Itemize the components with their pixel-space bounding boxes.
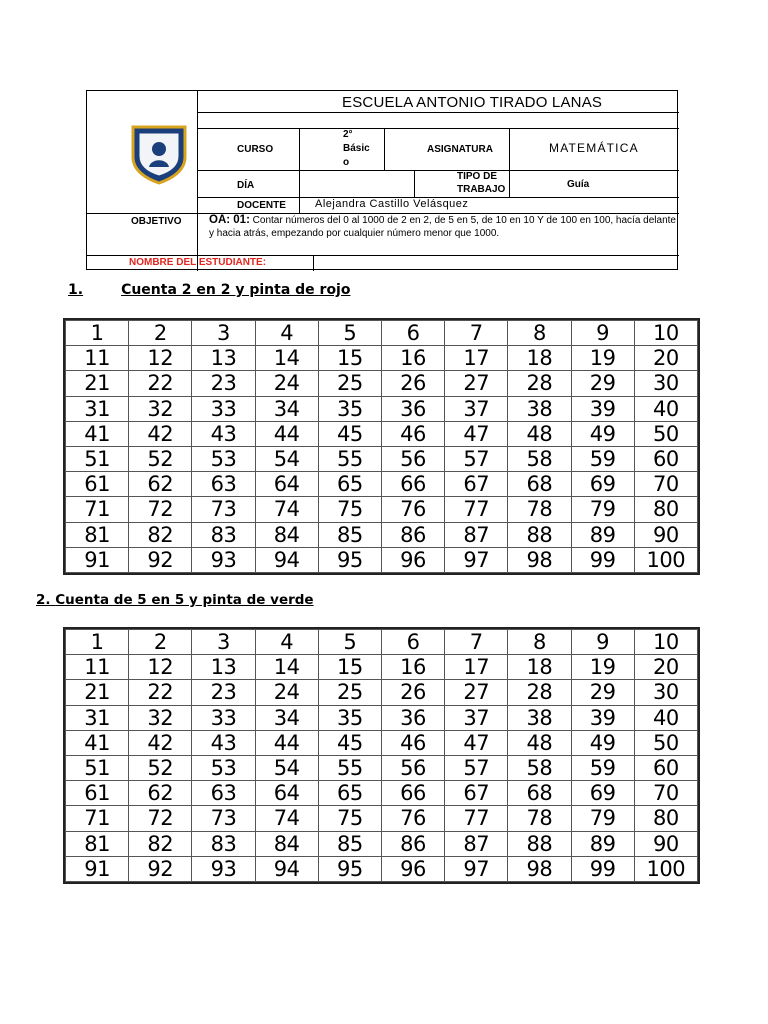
number-cell[interactable]: 37: [445, 396, 508, 421]
number-cell[interactable]: 46: [381, 421, 444, 446]
number-cell[interactable]: 64: [255, 472, 318, 497]
number-cell[interactable]: 2: [129, 630, 192, 655]
number-cell[interactable]: 63: [192, 472, 255, 497]
number-cell[interactable]: 9: [571, 321, 634, 346]
number-cell[interactable]: 95: [318, 547, 381, 572]
number-cell[interactable]: 43: [192, 421, 255, 446]
number-cell[interactable]: 27: [445, 371, 508, 396]
number-cell[interactable]: 80: [634, 497, 697, 522]
number-cell[interactable]: 88: [508, 522, 571, 547]
grid-row: [66, 472, 698, 497]
section-1-number: 1.: [68, 282, 84, 298]
number-cell[interactable]: 6: [381, 630, 444, 655]
dia-label: DÍA: [237, 180, 255, 191]
number-grid-2: [63, 627, 700, 884]
number-cell[interactable]: 13: [192, 346, 255, 371]
number-cell[interactable]: 99: [571, 856, 634, 881]
number-cell[interactable]: 15: [318, 346, 381, 371]
number-cell[interactable]: 69: [571, 781, 634, 806]
section-1-title: [68, 282, 350, 298]
number-cell[interactable]: 94: [255, 856, 318, 881]
objective-text: [209, 214, 679, 240]
number-cell[interactable]: 100: [634, 547, 697, 572]
number-cell[interactable]: 59: [571, 446, 634, 471]
tipo-label-1: TIPO DE: [457, 171, 498, 182]
number-cell[interactable]: 78: [508, 806, 571, 831]
number-cell[interactable]: 74: [255, 497, 318, 522]
number-cell[interactable]: 34: [255, 396, 318, 421]
number-cell[interactable]: 44: [255, 421, 318, 446]
number-cell[interactable]: 71: [66, 806, 129, 831]
number-cell[interactable]: 96: [381, 856, 444, 881]
number-cell[interactable]: 50: [634, 421, 697, 446]
section-2-text: Cuenta de 5 en 5 y pinta de verde: [55, 592, 314, 608]
number-cell[interactable]: 45: [318, 421, 381, 446]
grid-row: [66, 781, 698, 806]
number-cell[interactable]: 88: [508, 831, 571, 856]
section-2-number: 2.: [36, 592, 51, 608]
number-cell[interactable]: 87: [445, 522, 508, 547]
grid-row: [66, 730, 698, 755]
grid-row: [66, 806, 698, 831]
number-cell[interactable]: 50: [634, 730, 697, 755]
number-cell[interactable]: 87: [445, 831, 508, 856]
number-cell[interactable]: 61: [66, 781, 129, 806]
number-cell[interactable]: 67: [445, 781, 508, 806]
number-cell[interactable]: 20: [634, 346, 697, 371]
number-cell[interactable]: 77: [445, 497, 508, 522]
number-cell[interactable]: 57: [445, 755, 508, 780]
number-cell[interactable]: 7: [445, 321, 508, 346]
number-cell[interactable]: 48: [508, 421, 571, 446]
grid-row: [66, 831, 698, 856]
section-1-text: Cuenta 2 en 2 y pinta de rojo: [121, 282, 351, 298]
number-cell[interactable]: 60: [634, 446, 697, 471]
grid-row: [66, 421, 698, 446]
grid-row: [66, 446, 698, 471]
number-cell[interactable]: 90: [634, 831, 697, 856]
number-cell[interactable]: 23: [192, 371, 255, 396]
number-cell[interactable]: 54: [255, 446, 318, 471]
number-cell[interactable]: 26: [381, 371, 444, 396]
number-cell[interactable]: 26: [381, 680, 444, 705]
number-cell[interactable]: 41: [66, 730, 129, 755]
number-cell[interactable]: 92: [129, 547, 192, 572]
number-cell[interactable]: 62: [129, 472, 192, 497]
number-cell[interactable]: 37: [445, 705, 508, 730]
number-cell[interactable]: 12: [129, 346, 192, 371]
number-cell[interactable]: 58: [508, 755, 571, 780]
number-cell[interactable]: 38: [508, 396, 571, 421]
number-cell[interactable]: 35: [318, 705, 381, 730]
number-cell[interactable]: 86: [381, 522, 444, 547]
curso-value-2: Básic: [343, 143, 370, 154]
number-cell[interactable]: 54: [255, 755, 318, 780]
number-cell[interactable]: 30: [634, 680, 697, 705]
number-cell[interactable]: 29: [571, 680, 634, 705]
number-cell[interactable]: 16: [381, 655, 444, 680]
number-cell[interactable]: 18: [508, 655, 571, 680]
school-logo: [129, 123, 189, 185]
number-cell[interactable]: 84: [255, 831, 318, 856]
number-cell[interactable]: 69: [571, 472, 634, 497]
number-cell[interactable]: 4: [255, 630, 318, 655]
grid-row: [66, 547, 698, 572]
grid-row: [66, 705, 698, 730]
number-cell[interactable]: 60: [634, 755, 697, 780]
number-cell[interactable]: 66: [381, 781, 444, 806]
number-cell[interactable]: 19: [571, 346, 634, 371]
number-cell[interactable]: 2: [129, 321, 192, 346]
number-cell[interactable]: 76: [381, 806, 444, 831]
number-cell[interactable]: 3: [192, 630, 255, 655]
number-cell[interactable]: 83: [192, 522, 255, 547]
number-cell[interactable]: 57: [445, 446, 508, 471]
number-cell[interactable]: 78: [508, 497, 571, 522]
number-cell[interactable]: 25: [318, 371, 381, 396]
number-cell[interactable]: 97: [445, 547, 508, 572]
number-cell[interactable]: 74: [255, 806, 318, 831]
curso-label: CURSO: [237, 144, 274, 155]
number-cell[interactable]: 95: [318, 856, 381, 881]
number-cell[interactable]: 4: [255, 321, 318, 346]
number-cell[interactable]: 24: [255, 371, 318, 396]
number-cell[interactable]: 28: [508, 371, 571, 396]
number-cell[interactable]: 65: [318, 472, 381, 497]
number-cell[interactable]: 72: [129, 806, 192, 831]
number-cell[interactable]: 14: [255, 655, 318, 680]
number-cell[interactable]: 22: [129, 680, 192, 705]
tipo-value: Guía: [567, 179, 590, 190]
number-cell[interactable]: 25: [318, 680, 381, 705]
number-cell[interactable]: 47: [445, 421, 508, 446]
number-cell[interactable]: 53: [192, 755, 255, 780]
number-cell[interactable]: 18: [508, 346, 571, 371]
number-cell[interactable]: 1: [66, 630, 129, 655]
number-cell[interactable]: 41: [66, 421, 129, 446]
number-cell[interactable]: 96: [381, 547, 444, 572]
number-cell[interactable]: 17: [445, 655, 508, 680]
number-cell[interactable]: 83: [192, 831, 255, 856]
number-cell[interactable]: 79: [571, 806, 634, 831]
number-cell[interactable]: 19: [571, 655, 634, 680]
number-cell[interactable]: 32: [129, 396, 192, 421]
number-cell[interactable]: 22: [129, 371, 192, 396]
number-cell[interactable]: 34: [255, 705, 318, 730]
grid-row: [66, 346, 698, 371]
number-cell[interactable]: 77: [445, 806, 508, 831]
number-cell[interactable]: 11: [66, 346, 129, 371]
grid-row: [66, 755, 698, 780]
number-cell[interactable]: 91: [66, 547, 129, 572]
curso-value-1: 2°: [343, 129, 353, 140]
number-cell[interactable]: 40: [634, 705, 697, 730]
number-grid-1: [63, 318, 700, 575]
grid-row: [66, 630, 698, 655]
grid-row: [66, 655, 698, 680]
number-cell[interactable]: 53: [192, 446, 255, 471]
number-cell[interactable]: 98: [508, 856, 571, 881]
number-cell[interactable]: 55: [318, 446, 381, 471]
number-cell[interactable]: 46: [381, 730, 444, 755]
grid-row: [66, 396, 698, 421]
number-cell[interactable]: 67: [445, 472, 508, 497]
number-cell[interactable]: 36: [381, 705, 444, 730]
number-cell[interactable]: 31: [66, 705, 129, 730]
number-cell[interactable]: 14: [255, 346, 318, 371]
number-cell[interactable]: 38: [508, 705, 571, 730]
number-cell[interactable]: 70: [634, 472, 697, 497]
number-cell[interactable]: 66: [381, 472, 444, 497]
number-cell[interactable]: 29: [571, 371, 634, 396]
number-cell[interactable]: 5: [318, 630, 381, 655]
number-cell[interactable]: 12: [129, 655, 192, 680]
number-cell[interactable]: 30: [634, 371, 697, 396]
number-cell[interactable]: 94: [255, 547, 318, 572]
number-cell[interactable]: 86: [381, 831, 444, 856]
grid-row: [66, 497, 698, 522]
docente-value: Alejandra Castillo Velásquez: [315, 198, 469, 210]
grid-row: [66, 371, 698, 396]
section-2-title: [36, 592, 314, 608]
number-cell[interactable]: 72: [129, 497, 192, 522]
number-cell[interactable]: 56: [381, 446, 444, 471]
number-cell[interactable]: 92: [129, 856, 192, 881]
asignatura-label: ASIGNATURA: [427, 144, 493, 155]
number-cell[interactable]: 33: [192, 396, 255, 421]
number-cell[interactable]: 5: [318, 321, 381, 346]
number-cell[interactable]: 7: [445, 630, 508, 655]
number-cell[interactable]: 61: [66, 472, 129, 497]
number-cell[interactable]: 32: [129, 705, 192, 730]
number-cell[interactable]: 35: [318, 396, 381, 421]
number-cell[interactable]: 73: [192, 497, 255, 522]
number-cell[interactable]: 51: [66, 755, 129, 780]
number-cell[interactable]: 48: [508, 730, 571, 755]
number-cell[interactable]: 21: [66, 680, 129, 705]
number-cell[interactable]: 93: [192, 856, 255, 881]
grid-row: [66, 321, 698, 346]
number-cell[interactable]: 28: [508, 680, 571, 705]
number-cell[interactable]: 93: [192, 547, 255, 572]
number-cell[interactable]: 17: [445, 346, 508, 371]
asignatura-value: MATEMÁTICA: [549, 141, 639, 155]
number-cell[interactable]: 70: [634, 781, 697, 806]
tipo-label-2: TRABAJO: [457, 184, 506, 195]
number-cell[interactable]: 10: [634, 321, 697, 346]
objetivo-label: OBJETIVO: [131, 216, 182, 227]
number-cell[interactable]: 15: [318, 655, 381, 680]
number-cell[interactable]: 68: [508, 472, 571, 497]
number-cell[interactable]: 64: [255, 781, 318, 806]
student-name-label: NOMBRE DEL ESTUDIANTE:: [129, 257, 267, 268]
number-cell[interactable]: 31: [66, 396, 129, 421]
number-cell[interactable]: 84: [255, 522, 318, 547]
number-cell[interactable]: 49: [571, 730, 634, 755]
number-cell[interactable]: 82: [129, 831, 192, 856]
number-cell[interactable]: 99: [571, 547, 634, 572]
number-cell[interactable]: 16: [381, 346, 444, 371]
number-cell[interactable]: 52: [129, 446, 192, 471]
number-cell[interactable]: 9: [571, 630, 634, 655]
number-cell[interactable]: 49: [571, 421, 634, 446]
number-cell[interactable]: 8: [508, 630, 571, 655]
number-cell[interactable]: 47: [445, 730, 508, 755]
number-cell[interactable]: 89: [571, 522, 634, 547]
number-cell[interactable]: 23: [192, 680, 255, 705]
number-cell[interactable]: 100: [634, 856, 697, 881]
number-cell[interactable]: 42: [129, 730, 192, 755]
docente-label: DOCENTE: [237, 200, 286, 211]
number-cell[interactable]: 97: [445, 856, 508, 881]
oa-description: Contar números del 0 al 1000 de 2 en 2, de 5 en 5, de 10 en 10 Y de 100 en 100, hacía delante y hacia atrás, empezando por cualquier número menor que 1000.: [209, 215, 676, 239]
number-cell[interactable]: 79: [571, 497, 634, 522]
number-cell[interactable]: 10: [634, 630, 697, 655]
oa-code: OA: 01:: [209, 214, 250, 226]
number-cell[interactable]: 63: [192, 781, 255, 806]
number-cell[interactable]: 68: [508, 781, 571, 806]
number-cell[interactable]: 90: [634, 522, 697, 547]
number-cell[interactable]: 85: [318, 831, 381, 856]
number-cell[interactable]: 89: [571, 831, 634, 856]
grid-row: [66, 680, 698, 705]
school-name: ESCUELA ANTONIO TIRADO LANAS: [342, 94, 603, 111]
number-cell[interactable]: 82: [129, 522, 192, 547]
number-cell[interactable]: 62: [129, 781, 192, 806]
number-cell[interactable]: 1: [66, 321, 129, 346]
number-cell[interactable]: 91: [66, 856, 129, 881]
number-cell[interactable]: 42: [129, 421, 192, 446]
grid-row: [66, 856, 698, 881]
number-cell[interactable]: 51: [66, 446, 129, 471]
number-cell[interactable]: 59: [571, 755, 634, 780]
number-cell[interactable]: 52: [129, 755, 192, 780]
number-cell[interactable]: 27: [445, 680, 508, 705]
number-cell[interactable]: 44: [255, 730, 318, 755]
number-cell[interactable]: 81: [66, 522, 129, 547]
number-cell[interactable]: 81: [66, 831, 129, 856]
number-cell[interactable]: 85: [318, 522, 381, 547]
number-cell[interactable]: 98: [508, 547, 571, 572]
number-cell[interactable]: 65: [318, 781, 381, 806]
number-cell[interactable]: 45: [318, 730, 381, 755]
number-cell[interactable]: 80: [634, 806, 697, 831]
number-cell[interactable]: 11: [66, 655, 129, 680]
number-cell[interactable]: 40: [634, 396, 697, 421]
number-cell[interactable]: 20: [634, 655, 697, 680]
number-cell[interactable]: 56: [381, 755, 444, 780]
number-cell[interactable]: 8: [508, 321, 571, 346]
number-cell[interactable]: 58: [508, 446, 571, 471]
number-cell[interactable]: 43: [192, 730, 255, 755]
grid-row: [66, 522, 698, 547]
number-cell[interactable]: 75: [318, 806, 381, 831]
curso-value-3: o: [343, 157, 350, 168]
number-cell[interactable]: 71: [66, 497, 129, 522]
number-cell[interactable]: 73: [192, 806, 255, 831]
number-cell[interactable]: 39: [571, 396, 634, 421]
number-cell[interactable]: 24: [255, 680, 318, 705]
number-cell[interactable]: 6: [381, 321, 444, 346]
number-cell[interactable]: 3: [192, 321, 255, 346]
number-cell[interactable]: 33: [192, 705, 255, 730]
header-table: [86, 90, 678, 270]
number-cell[interactable]: 39: [571, 705, 634, 730]
number-cell[interactable]: 55: [318, 755, 381, 780]
number-cell[interactable]: 36: [381, 396, 444, 421]
number-cell[interactable]: 76: [381, 497, 444, 522]
number-cell[interactable]: 75: [318, 497, 381, 522]
number-cell[interactable]: 21: [66, 371, 129, 396]
number-cell[interactable]: 13: [192, 655, 255, 680]
